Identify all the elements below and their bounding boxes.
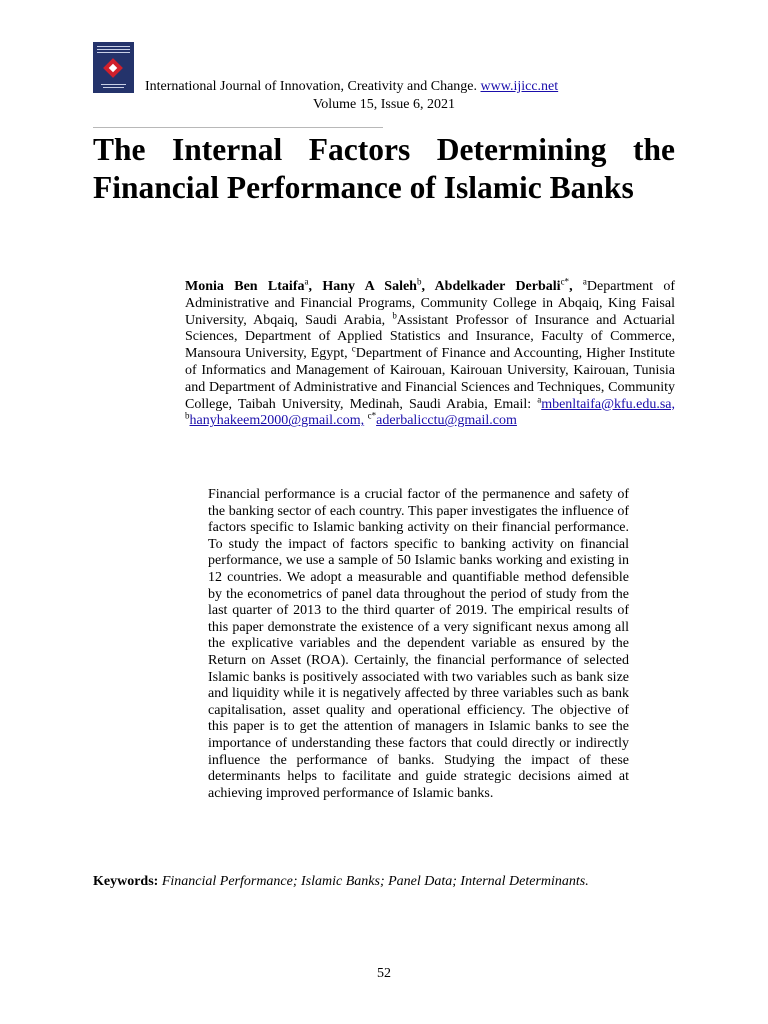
- author-separator: ,: [421, 279, 435, 294]
- affiliation-b: Assistant Professor of Insurance and Actuarial Sciences, Department of Applied Statistics and Insurance, Faculty of Commerce, Mansoura University, Egypt,: [185, 312, 676, 362]
- logo-text-line: [101, 84, 126, 85]
- journal-url-link[interactable]: www.ijicc.net: [480, 79, 559, 94]
- author-name: Hany A Saleh: [322, 279, 417, 294]
- email-link[interactable]: mbenltaifa@kfu.edu.sa,: [541, 396, 675, 412]
- email-superscript: a: [537, 393, 542, 404]
- logo-text-line: [97, 46, 130, 47]
- affiliation-superscript: b: [392, 309, 397, 320]
- author-superscript: a: [304, 276, 309, 287]
- keywords-text: Financial Performance; Islamic Banks; Panel Data; Internal Determinants.: [158, 874, 589, 889]
- email-superscript: c*: [367, 410, 377, 421]
- email-superscript: b: [185, 410, 190, 421]
- keywords: [93, 874, 675, 890]
- logo-text-line: [97, 52, 130, 53]
- affiliation-c: Department of Finance and Accounting, Higher Institute of Informatics and Management of Kairouan, Kairouan University, Kairouan, Tunisia and Department of Administrative and Financial Sciences and Techniques, Community College, Taibah University, Medinah, Saudi Arabia, Email:: [185, 346, 675, 412]
- logo-text-line: [103, 87, 124, 88]
- author-separator: ,: [569, 279, 583, 294]
- email-link[interactable]: hanyhakeem2000@gmail.com,: [189, 413, 365, 429]
- paper-title: The Internal Factors Determining the Financial Performance of Islamic Banks: [93, 132, 675, 205]
- header-divider: [93, 127, 383, 128]
- page-number: 52: [377, 966, 391, 981]
- abstract-text: Financial performance is a crucial factor of the permanence and safety of the banking sector of each country. This paper investigates the influence of factors specific to Islamic banking activity on their financial performance. To study the impact of factors specific to banking activity on financial performance, we use a sample of 50 Islamic banks working and existing in 12 countries. We adopt a measurable and quantifiable method defensible by the econometrics of panel data throughout the period of study from the last quarter of 2013 to the third quarter of 2019. The empirical results of this paper demonstrate the existence of a very significant nexus among all the explicative variables and the dependent variable as ensured by the Return on Asset (ROA). Certainly, the financial performance of selected Islamic banks is positively associated with two variables such as bank size and liquidity while it is negatively affected by three variables such as bank capitalisation, asset quality and operational efficiency. The objective of this paper is to get the attention of managers in Islamic banks to see the importance of understanding these factors that could directly or indirectly influence the performance of banks. Studying the impact of these determinants helps to facilitate and guide strategic decisions aimed at achieving improved performance of Islamic banks.: [208, 487, 629, 801]
- volume-issue: Volume 15, Issue 6, 2021: [312, 97, 456, 112]
- keywords-label: Keywords:: [93, 874, 159, 889]
- author-name: Monia Ben Ltaifa: [185, 279, 305, 294]
- author-separator: ,: [308, 279, 323, 294]
- affiliation-superscript: a: [582, 276, 587, 287]
- email-link[interactable]: aderbalicctu@gmail.com: [376, 413, 517, 429]
- author-superscript: c*: [560, 276, 570, 287]
- author-superscript: b: [416, 276, 422, 287]
- journal-name: International Journal of Innovation, Creativity and Change.: [145, 79, 481, 94]
- affiliation-superscript: c: [351, 343, 356, 354]
- authors-affiliations: [185, 276, 676, 430]
- affiliation-a: Department of Administrative and Financial Programs, Community College in Abqaiq, King Faisal University, Abqaiq, Saudi Arabia,: [185, 279, 676, 328]
- journal-logo: [93, 42, 134, 93]
- logo-text-line: [97, 49, 130, 50]
- journal-header: [145, 79, 615, 95]
- author-name: Abdelkader Derbali: [434, 279, 561, 294]
